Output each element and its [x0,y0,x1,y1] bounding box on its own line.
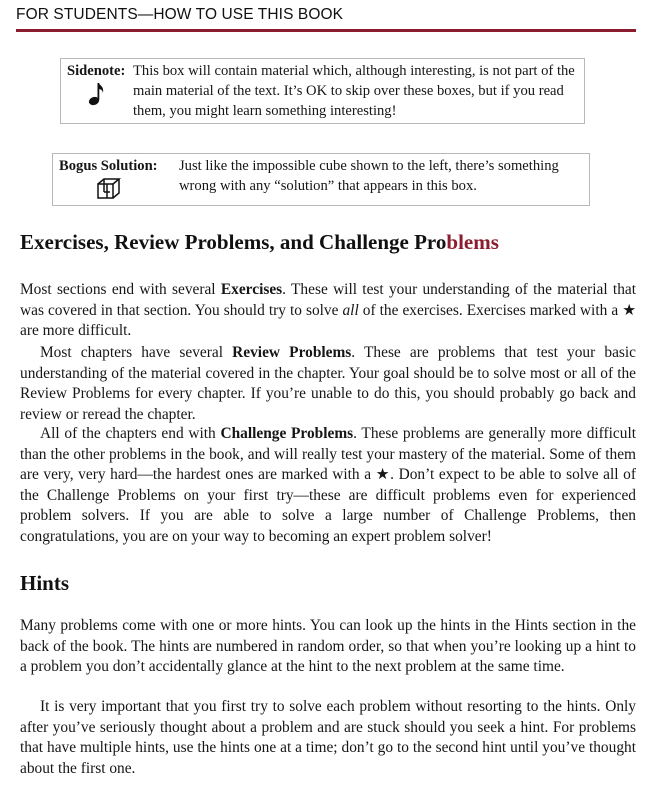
text-run: Most chapters have several [40,344,233,361]
paragraph-review-problems [20,343,636,425]
text-run: . These are problems that test your basic understanding of the material covered in the chapter. Your goal should be to solve most or all of the Review Problems for every chapter. If you’re unable to do this, you should probably go back and review or reread the chapter. [20,344,636,423]
bold-term: Exercises [220,281,283,298]
paragraph-exercises [20,280,636,342]
bogus-solution-label: Bogus Solution: [59,158,158,174]
header-rule [16,29,636,32]
text-run: of the exercises. Exercises marked with a ★ are more difficult. [20,301,636,340]
section-heading-hints: Hints [20,571,70,595]
running-head: FOR STUDENTS—HOW TO USE THIS BOOK [16,6,344,23]
bogus-solution-text: Just like the impossible cube shown to the left, there’s something wrong with any “solution” that appears in this box. [179,158,559,194]
bold-term: Challenge Problems [220,425,354,442]
text-run: . These problems are generally more difficult than the other problems in the book, and will really test your mastery of the material. Some of them are very, very hard—the hardest ones are marked with a ★. Don’t expect to be able to solve all of the Challenge Problems on your first try—these are difficult problems even for experienced problem solvers. If you are able to solve a large number of Challenge Problems, then congratulations, you are on your way to becoming an expert problem solver! [20,425,637,545]
sidenote-box [60,58,585,124]
text-run: All of the chapters end with [40,425,221,442]
sidenote-label: Sidenote: [67,63,126,79]
text-run: . These will test your understanding of the material that was covered in that section. You should try to solve [20,281,636,319]
paragraph-hints-intro: Many problems come with one or more hints. You can look up the hints in the Hints section in the back of the book. The hints are numbered in random order, so that when you’re looking up a hint to a problem you don’t accidentally glance at the hint to the next problem at the same time. [20,617,636,676]
paragraph-hints-advice: It is very important that you first try to solve each problem without resorting to the hints. Only after you’ve seriously thought about a problem and are stuck should you seek a hint. For problems that have multiple hints, use the hints one at a time; don’t go to the second hint until you’ve thought about the first one. [20,698,636,777]
impossible-cube-icon [96,178,124,200]
paragraph-challenge-problems [20,424,636,548]
section-heading-exercises [20,230,499,255]
section-heading-main: Exercises, Review Problems, and Challenge Pro [20,230,447,254]
sidenote-text [133,61,577,121]
italic-term: all [342,301,359,319]
sidenote-text-body: This box will contain material which, although interesting, is not part of the main material of the text. It’s OK to skip over these boxes, but if you read them, you might learn something interesting! [133,63,575,119]
bogus-solution-box [52,153,590,206]
bold-term: Review Problems [232,344,352,361]
section-heading-accent: blems [446,230,499,254]
music-note-icon [88,81,106,107]
text-run: Most sections end with several [20,281,221,298]
